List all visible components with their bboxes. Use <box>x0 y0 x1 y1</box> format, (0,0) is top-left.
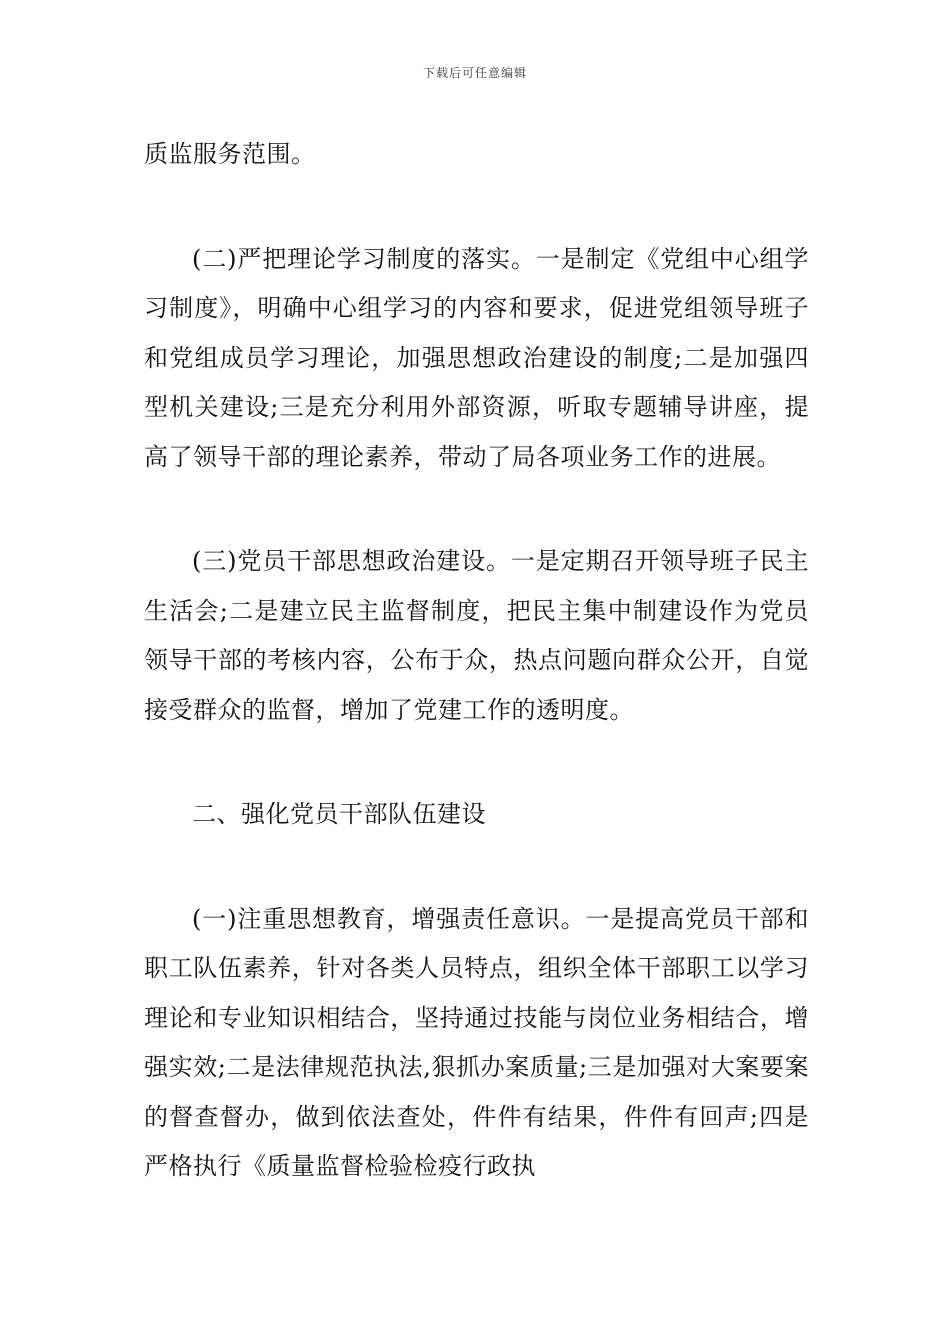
paragraph-section-3: (三)党员干部思想政治建设。一是定期召开领导班子民主生活会;二是建立民主监督制度，把民主集中制建设作为党员领导干部的考核内容，公布于众，热点问题向群众公开，自觉接受群众的监督，增加了党建工作的透明度。 <box>144 547 809 724</box>
paragraph-gap <box>144 840 809 895</box>
document-body <box>144 130 809 1192</box>
section-heading: 二、强化党员干部队伍建设 <box>192 800 486 828</box>
paragraph-continuation: 质监服务范围。 <box>144 140 316 168</box>
paragraph-gap <box>144 180 809 235</box>
paragraph-section-2: (二)严把理论学习制度的落实。一是制定《党组中心组学习制度》，明确中心组学习的内容和要求，促进党组领导班子和党组成员学习理论，加强思想政治建设的制度;二是加强四型机关建设;三是充分利用外部资源，听取专题辅导讲座，提高了领导干部的理论素养，带动了局各项业务工作的进展。 <box>144 244 809 471</box>
paragraph-subsection-1: (一)注重思想教育，增强责任意识。一是提高党员干部和职工队伍素养，针对各类人员特点，组织全体干部职工以学习理论和专业知识相结合，坚持通过技能与岗位业务相结合，增强实效;二是法律规范执法,狠抓办案质量;三是加强对大案要案的督查督办，做到依法查处，件件有结果，件件有回声;四是严格执行《质量监督检验检疫行政执 <box>144 904 809 1180</box>
paragraph-gap <box>144 482 809 537</box>
paragraph-gap <box>144 735 809 790</box>
header-note: 下载后可任意编辑 <box>422 66 527 80</box>
